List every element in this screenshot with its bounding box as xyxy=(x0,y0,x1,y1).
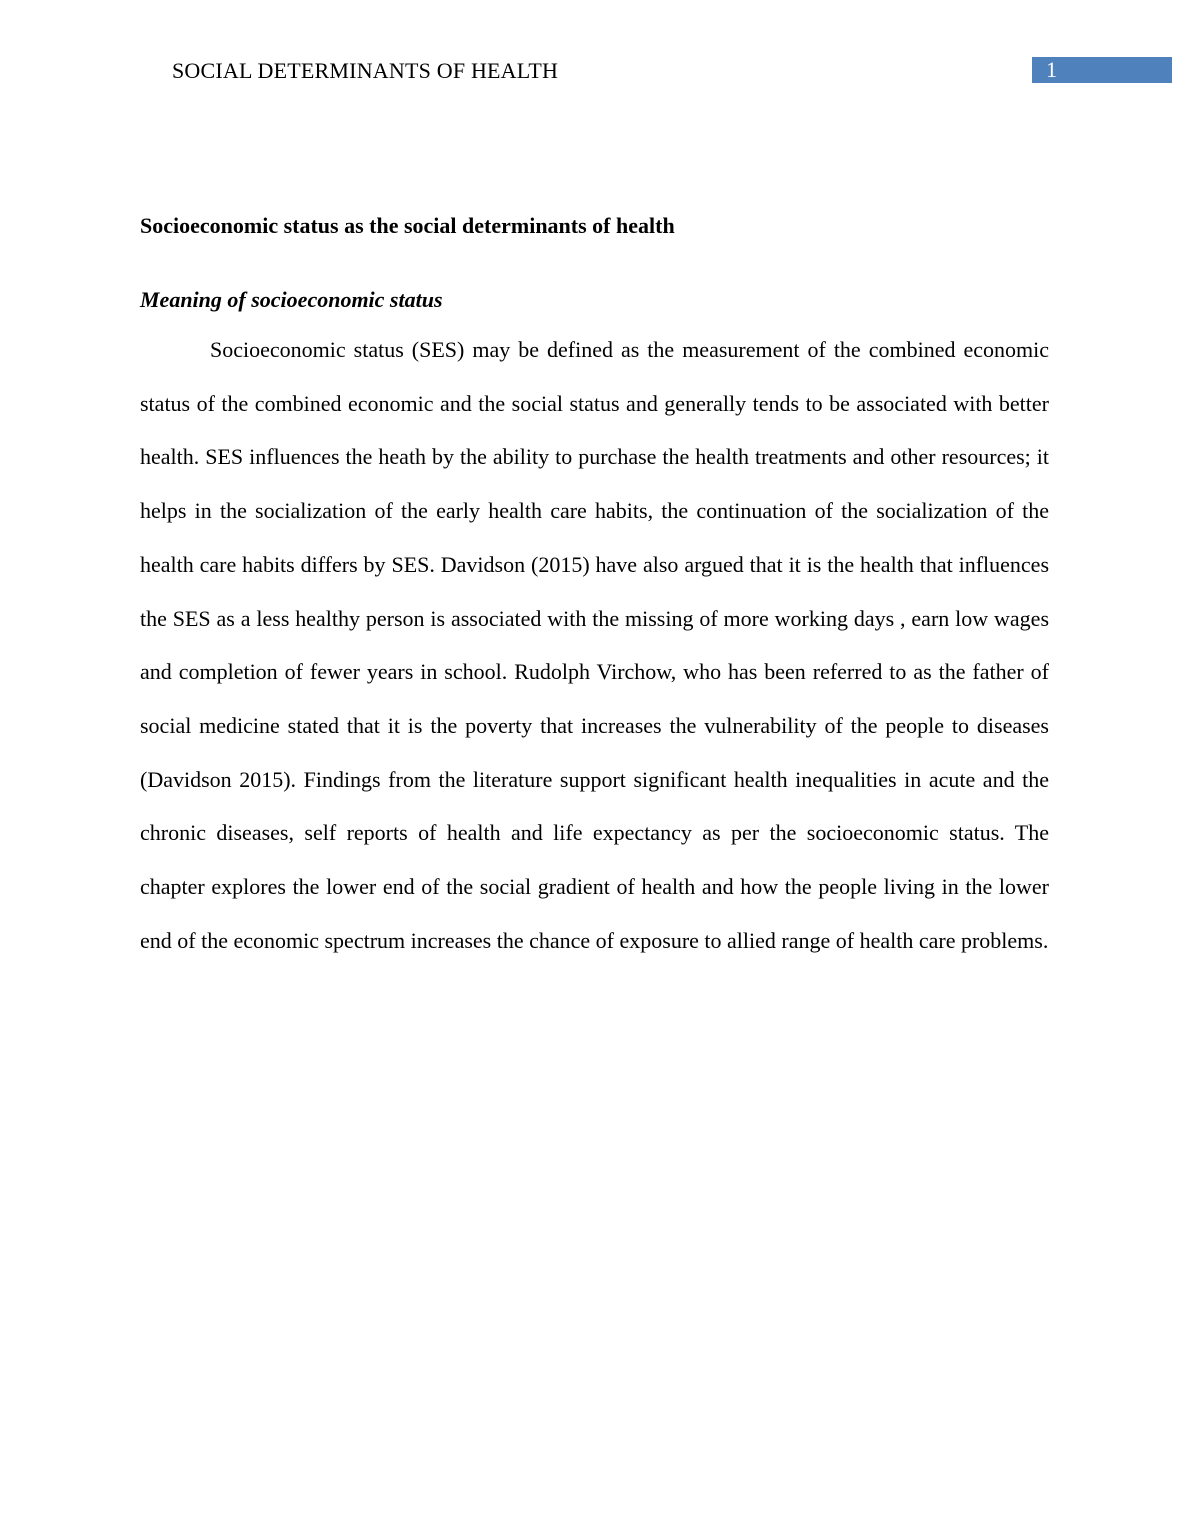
page-number-badge xyxy=(1032,57,1172,83)
running-head: SOCIAL DETERMINANTS OF HEALTH xyxy=(172,58,559,83)
page-number: 1 xyxy=(1046,57,1057,82)
section-title: Socioeconomic status as the social determinants of health xyxy=(140,213,675,238)
body-paragraph: Socioeconomic status (SES) may be defined as the measurement of the combined economic status of the combined economic and the social status and generally tends to be associated with better health. SES influences the heath by the ability to purchase the health treatments and other resources; it helps in the socialization of the early health care habits, the continuation of the socialization of the health care habits differs by SES. Davidson (2015) have also argued that it is the health that influences the SES as a less healthy person is associated with the missing of more working days , earn low wages and completion of fewer years in school. Rudolph Virchow, who has been referred to as the father of social medicine stated that it is the poverty that increases the vulnerability of the people to diseases (Davidson 2015). Findings from the literature support significant health inequalities in acute and the chronic diseases, self reports of health and life expectancy as per the socioeconomic status. The chapter explores the lower end of the social gradient of health and how the people living in the lower end of the economic spectrum increases the chance of exposure to allied range of health care problems. xyxy=(140,337,1049,953)
subsection-heading: Meaning of socioeconomic status xyxy=(140,287,443,312)
